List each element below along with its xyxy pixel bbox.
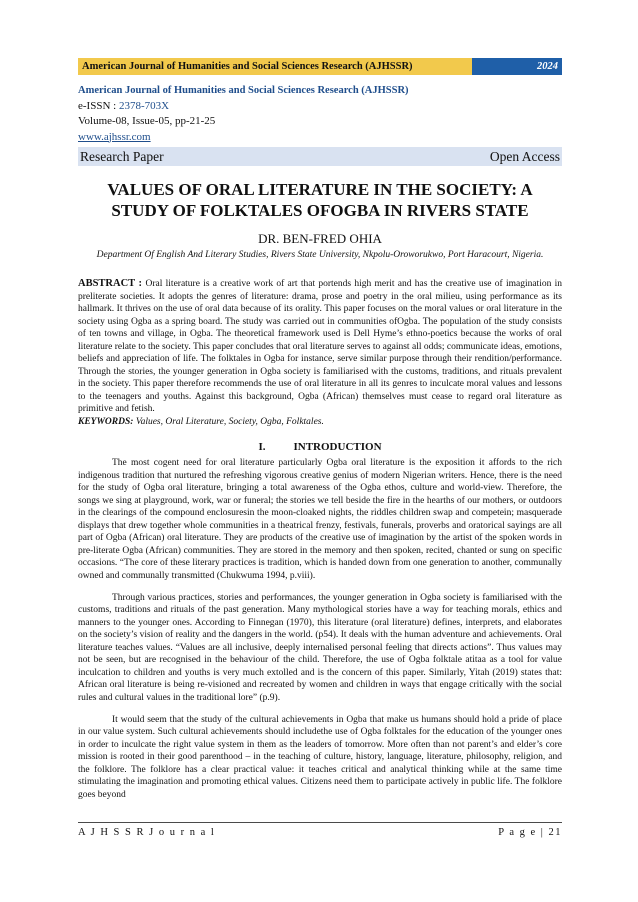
paper-type-bar [78, 147, 562, 166]
keywords-text: Values, Oral Literature, Society, Ogba, Folktales. [133, 416, 324, 427]
issn-line [78, 99, 562, 115]
paper-page [78, 58, 562, 811]
abstract [78, 278, 562, 416]
keywords [78, 416, 562, 429]
body-paragraph-1: The most cogent need for oral literature particularly Ogba oral literature is the exposition it affords to the rich indigenous tradition that nurtured the refreshing vigorous creative genius of modern Nigerian writers. Hence, there is the need for the study of Ogba oral literature, bringing a total awareness of the Ogba ethos, culture and world-view. Therefore, the songs we sing at playground, work, war or funeral; the stories we tell beside the fire in the hearths of our mothers, or outdoors in the clearings of the compound enclosuresin the moon-cloaked nights, the riddles children swap and competein; masquerade displays that drew together whole communities in a theatrical frenzy, festivals, funerals, proverbs and oratorical sayings are all part of Ogba (African) oral literature. They are products of the creative use of imagination by the artist of the spoken words in pre-literate Ogba (African) communities. They are stored in the memory and then spoken, recited, chanted or sung on specific occasions. “The core of these literary practices is tradition, which is handed down from one generation to another, communally owned and communally transmitted (Chukwuma 1994, p.viii). [78, 458, 562, 581]
website-link[interactable]: www.ajhssr.com [78, 130, 151, 143]
journal-banner [78, 58, 562, 75]
section-title: INTRODUCTION [293, 441, 382, 453]
meta-journal-name: American Journal of Humanities and Social Sciences Research (AJHSSR) [78, 85, 409, 96]
abstract-text: Oral literature is a creative work of art that portends high merit and has the creative use of imagination in preliterate societies. It adopts the genres of literature: drama, prose and poetry in the oral milieu, using performance as its hallmark. It thrives on the use of oral data because of its orality. This paper focuses on the moral values or oral literature in the society using Ogba as a spring board. The study was carried out in communities ofOgba. The population of the study consists of ten towns and village, in Ogba. The theoretical framework used is Dell Hyme’s ethno-poetics because the works of oral literature relate to the society. This paper concludes that oral literature serves to against all odds; communicate ideas, emotions, beliefs and appreciation of life. The folktales in Ogba for instance, serve similar purpose through their rendition/performance. Through the stories, the younger generation in Ogba society is familiarised with the customs, traditions, and rituals prevalent in the society. This paper therefore recommends the use of oral literature in all its genres to inculcate moral values and lessons to the teenagers and youths. Against this background, Ogba (African) themselves must cease to regard oral literature as primitive and fetish. [78, 279, 562, 414]
footer-journal: A J H S S R J o u r n a l [78, 827, 216, 838]
body-paragraph-3: It would seem that the study of the cultural achievements in Ogba that make us humans should hold a pride of place in our value system. Such cultural achievements should includethe use of Ogba folktales for the education of the younger ones in order to inculcate the right value system in them as the leaders of tomorrow. More often than not parent’s and elder’s core mission is rooted in their good parenthood – in the teaching of culture, history, language, literature, philosophy, religion, and the folklore. The folklore has a clear practical value: it teaches critical and analytical thinking while at the same time stimulating the imagination and promoting ethical values. Citizens need them to participate actively in public life. The folklore goes beyond [78, 714, 562, 800]
footer-page-number: P a g e | 21 [498, 827, 562, 838]
author-name: DR. BEN-FRED OHIA [258, 231, 382, 246]
volume-line: Volume-08, Issue-05, pp-21-25 [78, 115, 216, 127]
access-type: Open Access [489, 149, 560, 164]
page-footer [78, 822, 562, 838]
keywords-label: KEYWORDS: [78, 416, 134, 427]
paper-type: Research Paper [80, 149, 164, 164]
banner-year: 2024 [472, 58, 562, 75]
issn-label: e-ISSN : [78, 99, 119, 112]
section-number: I. [258, 441, 266, 453]
paper-title: VALUES OF ORAL LITERATURE IN THE SOCIETY: A STUDY OF FOLKTALES OFOGBA IN RIVERS STATE [107, 180, 533, 220]
issn-value: 2378-703X [118, 99, 170, 112]
section-heading [78, 440, 562, 454]
author-affiliation: Department Of English And Literary Studies, Rivers State University, Nkpolu-Oroworukwo, Port Haracourt, Nigeria. [96, 250, 544, 260]
body-paragraph-2: Through various practices, stories and performances, the younger generation in Ogba society is familiarised with the customs, traditions and rituals of the past generation. Many mythological stories have a way for teaching morals, ethics and manners to the younger ones. According to Finnegan (1970), this literature (oral literature) defines, interprets, and elaborates on the society’s vision of reality and the dangers in the world. (p54). It deals with the human adventure and achievements. Oral literature teaches values. “Values are all inclusive, deeply internalised personal feeling that directs actions”. Thus values may not be seen, but are recognised in the behaviour of the child. Therefore, the use of Ogba folktale atitaa as a tool for value inculcation to children and youths is very much extolled and is the concern of this paper. Similarly, Yitah (2019) states that: African oral literature is being re-visioned and recreated by women and children in ways that engage critically with the social rules and cultural values in the traditional lore” (p.9). [78, 592, 562, 703]
banner-journal-name: American Journal of Humanities and Social Sciences Research (AJHSSR) [78, 58, 472, 75]
journal-meta [78, 83, 562, 145]
abstract-label: ABSTRACT : [78, 278, 146, 289]
